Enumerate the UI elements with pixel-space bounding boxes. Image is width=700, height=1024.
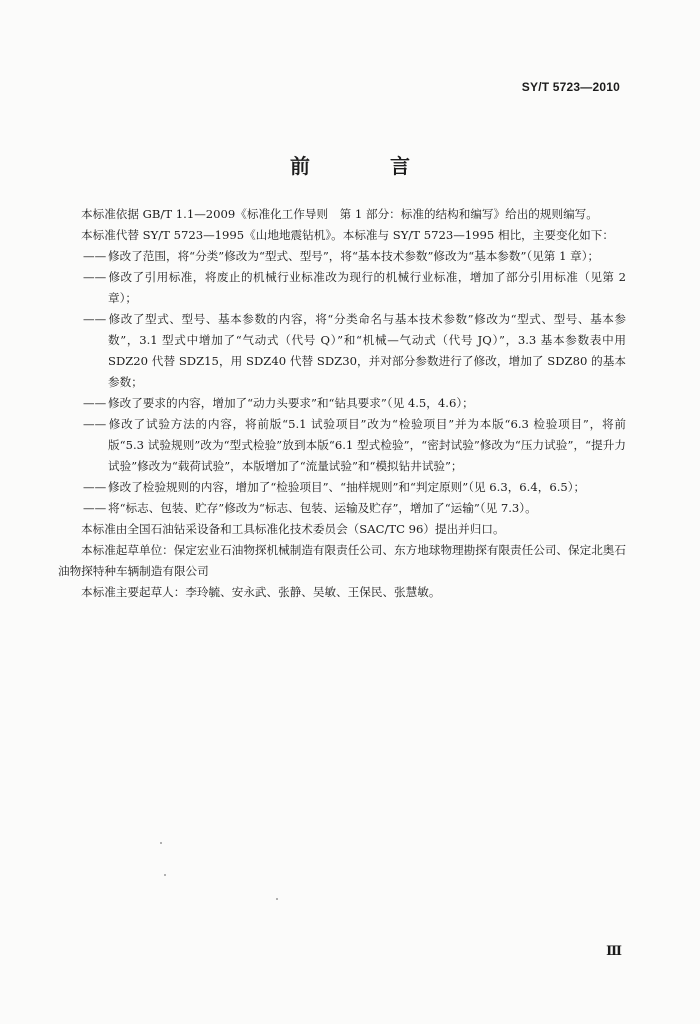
dash-marker: —— [83,312,107,326]
standard-number: SY/T 5723—2010 [521,80,620,94]
paragraph-drafters: 本标准主要起草人：李玲毓、安永武、张静、吴敏、王保民、张慧敏。 [81,585,441,599]
dash-marker: —— [83,396,107,410]
paragraph-proposer: 本标准由全国石油钻采设备和工具标准化技术委员会（SAC/TC 96）提出并归口。 [81,522,505,536]
change-item [58,414,626,477]
dash-marker: —— [83,270,107,284]
scan-speck [160,842,162,844]
scan-speck [276,898,278,900]
change-item-text: 修改了型式、型号、基本参数的内容，将“分类命名与基本技术参数”修改为“型式、型号、基本参数”，3.1 型式中增加了“气动式（代号 Q）”和“机械—气动式（代号 JQ）”，3.3 基本参数表中用 SDZ20 代替 SDZ15，用 SDZ40 代替 SDZ30，并对部分参数进行了修改，增加了 SDZ80 的基本参数； [108,312,626,389]
dash-marker: —— [83,501,107,515]
change-item-text: 修改了检验规则的内容，增加了“检验项目”、“抽样规则”和“判定原则”（见 6.3，6.4，6.5）； [108,480,586,494]
change-item [58,393,626,414]
change-item-text: 将“标志、包装、贮存”修改为“标志、包装、运输及贮存”，增加了“运输”（见 7.3）。 [108,501,537,515]
change-item-text: 修改了引用标准，将废止的机械行业标准改为现行的机械行业标准，增加了部分引用标准（见第 2 章）； [108,270,626,305]
change-item [58,246,626,267]
paragraph-basis: 本标准依据 GB/T 1.1—2009《标准化工作导则 第 1 部分：标准的结构和编写》给出的规则编写。 [81,207,598,221]
change-item [58,477,626,498]
change-item [58,309,626,393]
dash-marker: —— [83,249,107,263]
change-item-text: 修改了要求的内容，增加了“动力头要求”和“钻具要求”（见 4.5，4.6）； [108,396,474,410]
change-item-text: 修改了试验方法的内容，将前版“5.1 试验项目”改为“检验项目”并为本版“6.3 检验项目”，将前版“5.3 试验规则”改为“型式检验”放到本版“6.1 型式检验”，“密封试验”修改为“压力试验”，“提升力试验”修改为“载荷试验”，本版增加了“流量试验”和“模拟钻井试验”； [108,417,626,473]
page-title: 前 言 [290,154,440,178]
scan-speck [164,874,166,876]
dash-marker: —— [83,417,107,431]
change-item [58,267,626,309]
change-item-text: 修改了范围，将“分类”修改为“型式、型号”，将“基本技术参数”修改为“基本参数”（见第 1 章）； [108,249,600,263]
foreword-body [58,204,626,603]
dash-marker: —— [83,480,107,494]
paragraph-drafting-units: 本标准起草单位：保定宏业石油物探机械制造有限责任公司、东方地球物理勘探有限责任公司、保定北奥石油物探特种车辆制造有限公司 [58,543,626,578]
change-item [58,498,626,519]
page-number: Ⅲ [606,944,622,959]
paragraph-replacement: 本标准代替 SY/T 5723—1995《山地地震钻机》。本标准与 SY/T 5723—1995 相比，主要变化如下： [81,228,614,242]
